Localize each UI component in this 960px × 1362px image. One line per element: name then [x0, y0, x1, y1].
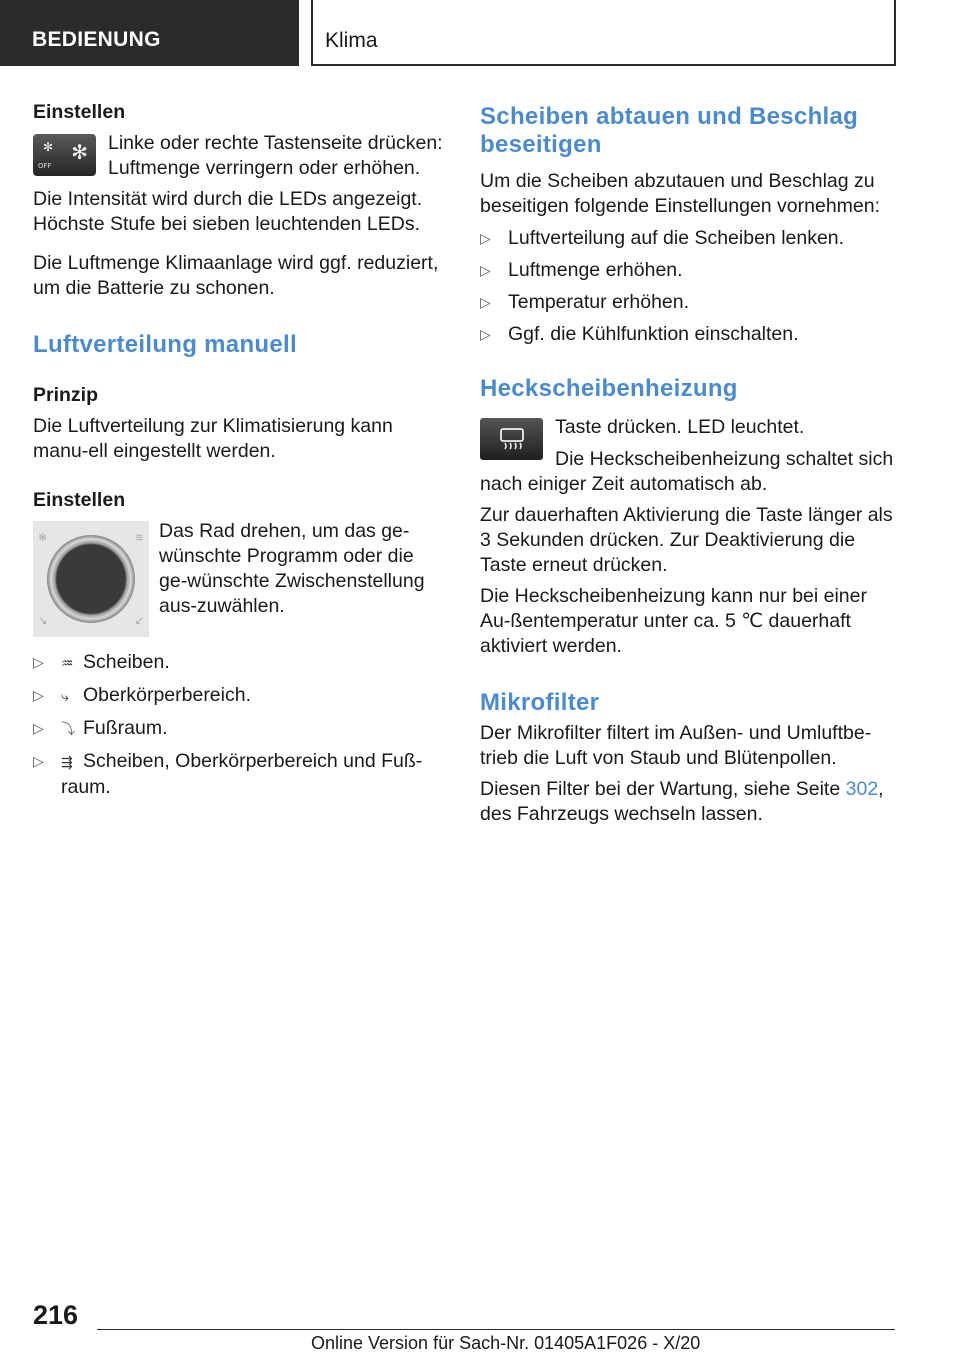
heckscheibe-block: [480, 415, 895, 497]
list-item: ▷ ⤷ Oberkörperbereich.: [33, 683, 445, 709]
intensity-paragraph: Die Intensität wird durch die LEDs angezeigt. Höchste Stufe bei sieben leuchtenden LEDs.: [33, 188, 423, 235]
heckscheibe-p2: Die Heckscheibenheizung kann nur bei einer Au-ßentemperatur unter ca. 5 ℃ dauerhaft aktiviert werden.: [480, 585, 867, 657]
abtauen-intro: Um die Scheiben abzutauen und Beschlag zu beseitigen folgende Einstellungen vornehmen:: [480, 170, 881, 217]
knob-dial: [47, 535, 135, 623]
abtauen-list: [480, 226, 895, 347]
seat-mini-icon: ↙: [134, 615, 144, 627]
list-item: ▷ Luftverteilung auf die Scheiben lenken.: [480, 227, 845, 249]
defrost-mini-icon: ❄: [38, 532, 48, 544]
page-number: 216: [33, 1300, 79, 1330]
mikrofilter-p1: Der Mikrofilter filtert im Außen- und Umluftbe-trieb die Luft von Staub und Blütenpollen.: [480, 722, 872, 769]
list-item: ▷ Ggf. die Kühlfunktion einschalten.: [480, 323, 799, 345]
bullet-icon: ▷: [33, 753, 44, 769]
knob-text: Das Rad drehen, um das ge-wünschte Programm oder die ge-wünschte Zwischenstellung aus-zuwählen.: [159, 520, 425, 617]
heckscheibe-line2: Die Heckscheibenheizung schaltet sich nach einiger Zeit automatisch ab.: [480, 448, 894, 495]
luftverteilung-title: Luftverteilung manuell: [33, 331, 297, 358]
footer-rule: [97, 1329, 895, 1330]
einstellen-heading: Einstellen: [33, 101, 126, 123]
all-zones-icon: ⇶: [61, 754, 73, 770]
list-item: ▷ Luftmenge erhöhen.: [480, 259, 683, 281]
heckscheibe-line1: Taste drücken. LED leuchtet.: [555, 416, 805, 438]
distribution-list: [33, 650, 445, 800]
rear-defrost-button-image: [480, 418, 543, 460]
bullet-icon: ▷: [480, 294, 491, 310]
list-item: ▷ Temperatur erhöhen.: [480, 291, 690, 313]
list-item: ▷ ⇶ Scheiben, Oberkörperbereich und Fuß-raum.: [33, 750, 423, 798]
vent-mini-icon: ≋: [134, 532, 144, 544]
battery-paragraph: Die Luftmenge Klimaanlage wird ggf. reduziert, um die Batterie zu schonen.: [33, 252, 439, 299]
einstellen2-heading: Einstellen: [33, 489, 126, 511]
fan-large-icon: ✻: [71, 142, 88, 164]
heckscheibe-title: Heckscheibenheizung: [480, 375, 738, 402]
chapter-tab: [311, 0, 896, 66]
fan-small-icon: ✻: [43, 140, 54, 154]
list-item: ▷ ♒ Scheiben.: [33, 650, 445, 676]
windshield-icon: ♒: [61, 655, 74, 671]
list-item: ▷ ⤵ Fußraum.: [33, 716, 445, 742]
right-column: [480, 100, 895, 827]
page-link[interactable]: 302: [845, 778, 879, 800]
abtauen-title: Scheiben abtauen und Beschlag beseitigen: [480, 103, 859, 158]
bullet-icon: ▷: [33, 654, 44, 670]
rear-defrost-icon: [499, 427, 525, 451]
footer-text: Online Version für Sach-Nr. 01405A1F026 - X/20: [311, 1333, 701, 1353]
mikrofilter-p2: Diesen Filter bei der Wartung, siehe Seite 302, des Fahrzeugs wechseln lassen.: [480, 778, 884, 825]
air-distribution-knob-image: [33, 521, 149, 637]
mikrofilter-title: Mikrofilter: [480, 689, 600, 716]
upper-body-icon: ⤷: [61, 688, 69, 704]
prinzip-heading: Prinzip: [33, 384, 99, 406]
chapter-title: Klima: [325, 29, 378, 52]
left-column: [33, 100, 445, 800]
fan-text-line2: Luftmenge verringern oder erhöhen.: [108, 157, 421, 179]
foot-mini-icon: ↘: [38, 615, 48, 627]
fan-off-label: OFF: [38, 162, 52, 170]
bullet-icon: ▷: [480, 262, 491, 278]
bullet-icon: ▷: [33, 687, 44, 703]
prinzip-text: Die Luftverteilung zur Klimatisierung kann manu-ell eingestellt werden.: [33, 415, 393, 462]
fan-button-image: [33, 134, 96, 176]
bullet-icon: ▷: [480, 326, 491, 342]
fan-text-line1: Linke oder rechte Tastenseite drücken:: [108, 132, 443, 154]
heckscheibe-p1: Zur dauerhaften Aktivierung die Taste länger als 3 Sekunden drücken. Zur Deaktivierung die Taste erneut drücken.: [480, 504, 893, 576]
bullet-icon: ▷: [33, 720, 44, 736]
footwell-icon: ⤵: [61, 721, 75, 737]
bullet-icon: ▷: [480, 230, 491, 246]
section-title: BEDIENUNG: [32, 28, 161, 51]
section-tab: [0, 0, 299, 66]
